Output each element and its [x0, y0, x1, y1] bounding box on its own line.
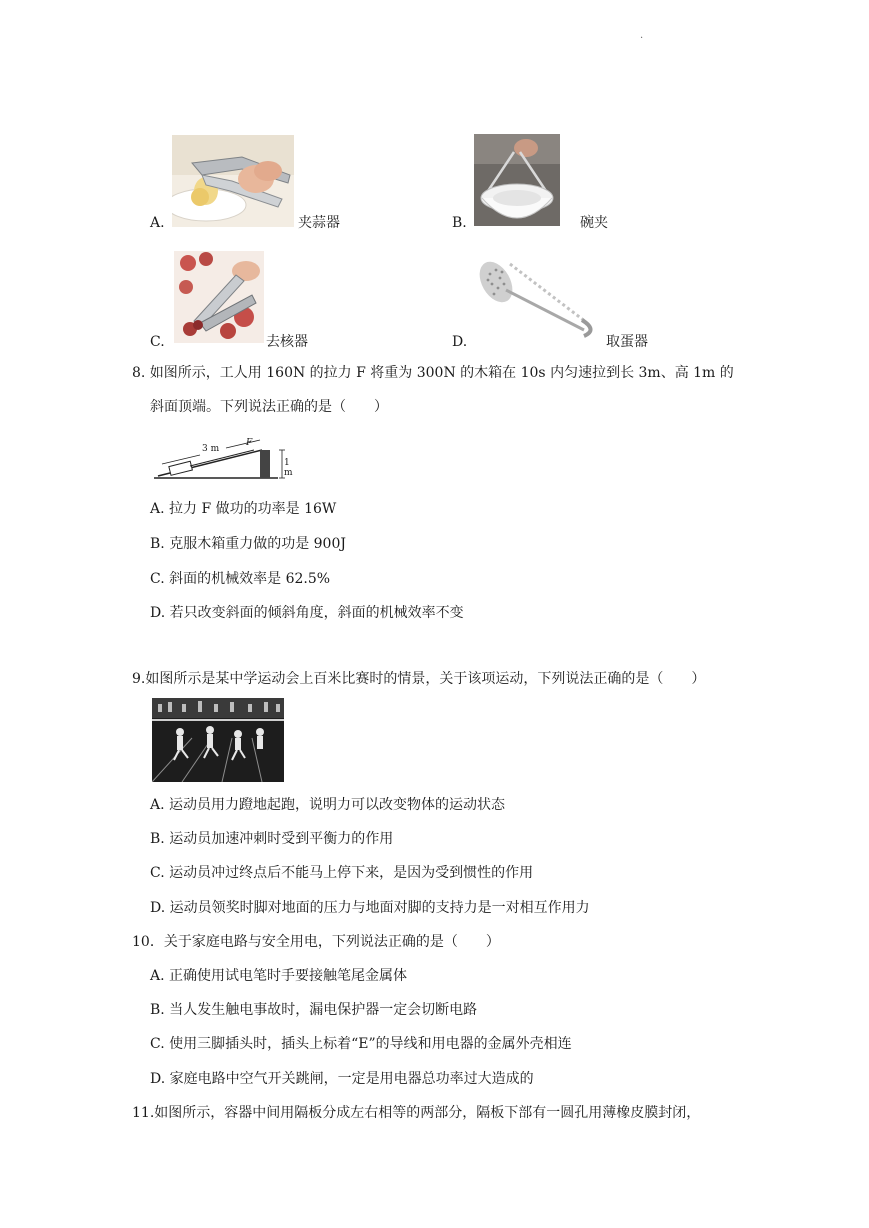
q9-race-photo [152, 698, 284, 782]
q7-option-c-caption: 去核器 [266, 334, 308, 350]
q7-option-b-letter: B. [452, 215, 467, 231]
q9-option-b-text: B. 运动员加速冲刺时受到平衡力的作用 [150, 831, 394, 847]
q10-option-d-text: D. 家庭电路中空气开关跳闸，一定是用电器总功率过大造成的 [150, 1071, 534, 1087]
q8-height-label: 1 m [284, 458, 293, 478]
q8-option-b-text: B. 克服木箱重力做的功是 900J [150, 536, 346, 552]
garlic-press-icon [172, 135, 294, 227]
q10-option-b-text: B. 当人发生触电事故时，漏电保护器一定会切断电路 [150, 1002, 478, 1018]
q8-incline-figure [150, 436, 300, 482]
q7-option-d-caption: 取蛋器 [606, 334, 648, 350]
q8-option-c-text: C. 斜面的机械效率是 62.5% [150, 571, 331, 587]
q7-option-b-caption: 碗夹 [580, 215, 608, 231]
bowl-clip-icon [474, 134, 560, 226]
q8-option-a-text: A. 拉力 F 做功的功率是 16W [150, 501, 337, 517]
q7-option-a-letter: A. [150, 215, 165, 231]
header-mark: . [640, 30, 644, 41]
q10-stem: 10．关于家庭电路与安全用电，下列说法正确的是（ ） [132, 934, 500, 950]
q8-stem-line1: 8. 如图所示，工人用 160N 的拉力 F 将重为 300N 的木箱在 10s 内匀速拉到长 3m、高 1m 的 [132, 365, 734, 381]
q9-stem: 9.如图所示是某中学运动会上百米比赛时的情景，关于该项运动，下列说法正确的是（ ） [132, 671, 706, 687]
q7-option-c-letter: C. [150, 334, 165, 350]
pitter-icon [174, 251, 264, 343]
q8-stem-line2: 斜面顶端。下列说法正确的是（ ） [150, 399, 388, 415]
q7-option-d-letter: D. [452, 334, 468, 350]
q9-option-d-text: D. 运动员领奖时脚对地面的压力与地面对脚的支持力是一对相互作用力 [150, 900, 590, 916]
q11-stem: 11.如图所示，容器中间用隔板分成左右相等的两部分，隔板下部有一圆孔用薄橡皮膜封闭， [132, 1105, 701, 1121]
q8-length-label: 3 m [202, 444, 220, 454]
q9-option-a-text: A. 运动员用力蹬地起跑，说明力可以改变物体的运动状态 [150, 797, 506, 813]
q10-option-a-text: A. 正确使用试电笔时手要接触笔尾金属体 [150, 968, 408, 984]
q7-option-a-caption: 夹蒜器 [298, 215, 340, 231]
q9-option-c-text: C. 运动员冲过终点后不能马上停下来，是因为受到惯性的作用 [150, 865, 534, 881]
q10-option-c-text: C. 使用三脚插头时，插头上标着“E”的导线和用电器的金属外壳相连 [150, 1036, 572, 1052]
q8-force-label: F [246, 438, 253, 448]
egg-tongs-icon [476, 250, 598, 344]
q8-option-d-text: D. 若只改变斜面的倾斜角度，斜面的机械效率不变 [150, 605, 464, 621]
